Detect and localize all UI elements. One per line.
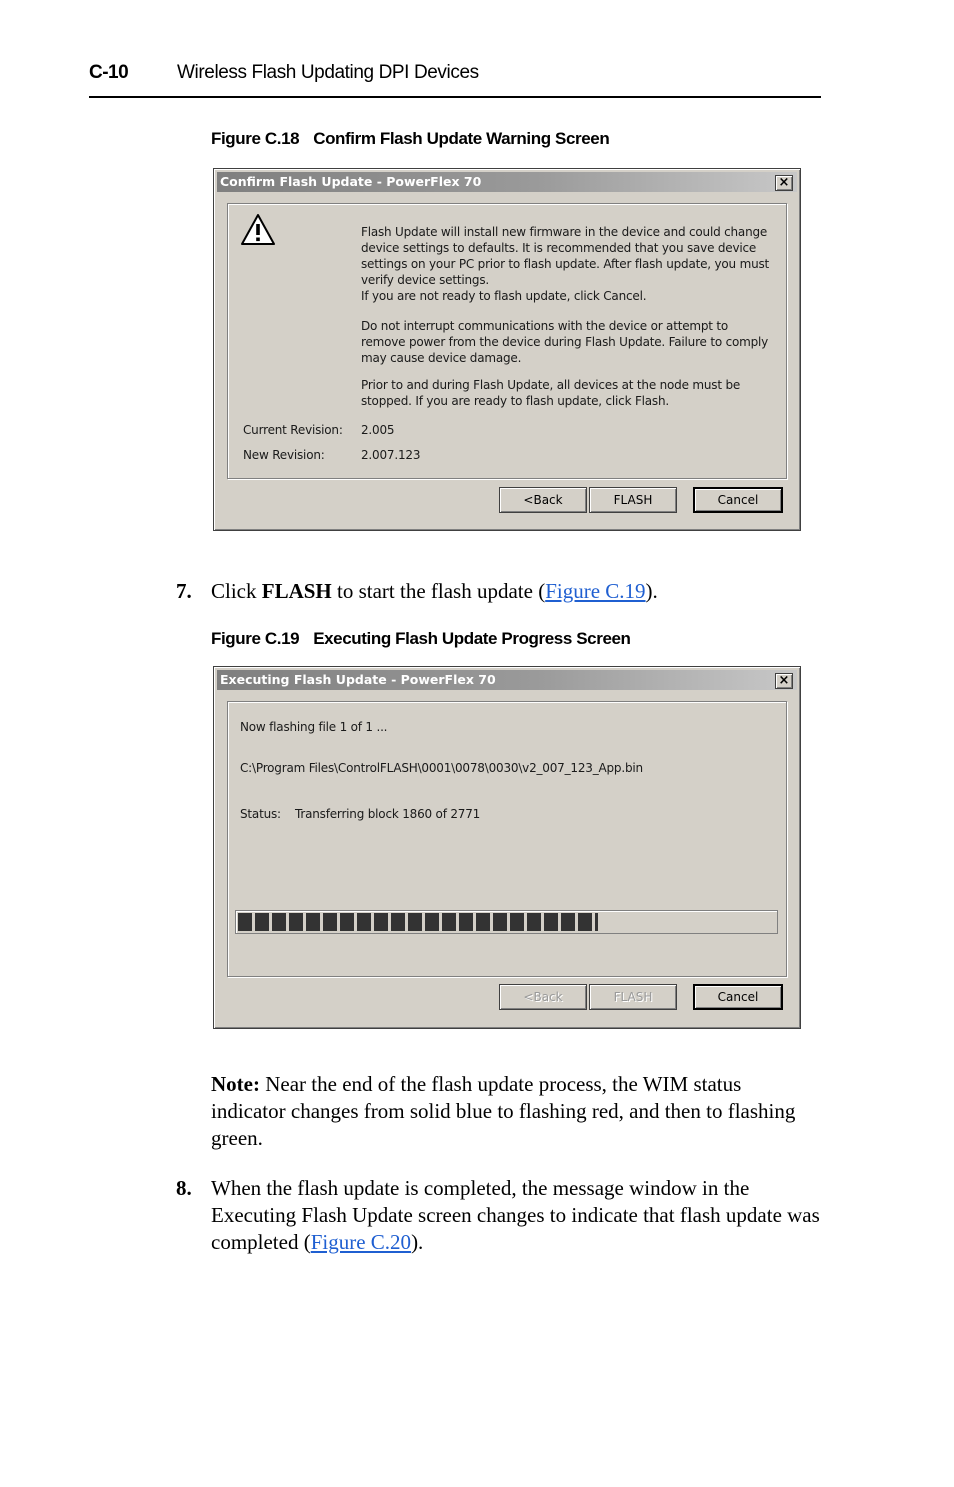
current-revision-value: 2.005: [361, 423, 395, 437]
step-7-number: 7.: [176, 579, 192, 603]
cancel-button[interactable]: Cancel: [693, 487, 783, 513]
firmware-path-text: C:\Program Files\ControlFLASH\0001\0078\0030\v2_007_123_App.bin: [240, 761, 643, 775]
step-7-text-after: ).: [645, 579, 658, 603]
step-8-number: 8.: [176, 1176, 192, 1200]
new-revision-label: New Revision:: [243, 448, 325, 462]
progress-bar-fill: [238, 913, 598, 931]
running-title: Wireless Flash Updating DPI Devices: [177, 62, 479, 83]
header-rule: [89, 96, 821, 98]
confirm-flash-dialog: [213, 168, 801, 531]
flashing-file-text: Now flashing file 1 of 1 ...: [240, 720, 388, 734]
figure-label: Figure C.18: [211, 129, 300, 148]
flash-button[interactable]: FLASH: [589, 487, 677, 513]
dialog-title: Confirm Flash Update - PowerFlex 70: [220, 174, 482, 189]
dialog-title: Executing Flash Update - PowerFlex 70: [220, 672, 496, 687]
cancel-button[interactable]: Cancel: [693, 984, 783, 1010]
step-8-text-after: ).: [411, 1230, 424, 1254]
progress-group: [227, 701, 787, 977]
current-revision-label: Current Revision:: [243, 423, 343, 437]
status-value: Transferring block 1860 of 2771: [295, 807, 481, 821]
figure-title: Confirm Flash Update Warning Screen: [313, 129, 610, 148]
step-7-bold: FLASH: [261, 579, 332, 603]
step-7-text: [211, 578, 821, 605]
note-label: Note:: [211, 1072, 260, 1096]
flash-button[interactable]: FLASH: [589, 984, 677, 1010]
note-paragraph: [211, 1071, 811, 1152]
figure-label: Figure C.19: [211, 629, 300, 648]
warning-paragraph-1: Flash Update will install new firmware in the device and could change device settings to defaults. It is recommended that you save device settings on your PC prior to flash update. After flash update, you must verify device settings. If you are not ready to flash update, click Cancel.: [361, 225, 770, 303]
page-number: C-10: [89, 62, 129, 83]
back-button[interactable]: <Back: [499, 487, 587, 513]
note-text: Near the end of the flash update process, the WIM status indicator changes from solid blue to flashing red, and then to flashing green.: [211, 1072, 796, 1150]
step-7-text-before: Click: [211, 579, 262, 603]
dialog-titlebar: [217, 670, 797, 690]
dialog-titlebar: [217, 172, 797, 192]
step-8-text: [211, 1175, 821, 1256]
status-label: Status:: [240, 807, 281, 821]
progress-bar: [235, 910, 778, 934]
back-button[interactable]: <Back: [499, 984, 587, 1010]
close-button[interactable]: ×: [775, 175, 793, 191]
figure-c19-caption: [211, 629, 631, 649]
figure-c18-caption: [211, 129, 609, 149]
step-8-text-before: When the flash update is completed, the message window in the Executing Flash Update screen changes to indicate that flash update was completed (: [211, 1176, 820, 1254]
warning-icon: [240, 213, 276, 247]
step-7-text-middle: to start the flash update (: [331, 579, 546, 603]
new-revision-value: 2.007.123: [361, 448, 421, 462]
figure-c19-link[interactable]: Figure C.19: [545, 579, 646, 603]
warning-paragraph-2: Do not interrupt communications with the device or attempt to remove power from the device during Flash Update. Failure to comply may cause device damage.: [361, 319, 769, 365]
figure-title: Executing Flash Update Progress Screen: [313, 629, 631, 648]
warning-paragraph-3: Prior to and during Flash Update, all devices at the node must be stopped. If you are ready to flash update, click Flash.: [361, 378, 741, 408]
close-button[interactable]: ×: [775, 673, 793, 689]
figure-c20-link[interactable]: Figure C.20: [310, 1230, 412, 1254]
executing-flash-dialog: [213, 666, 801, 1029]
